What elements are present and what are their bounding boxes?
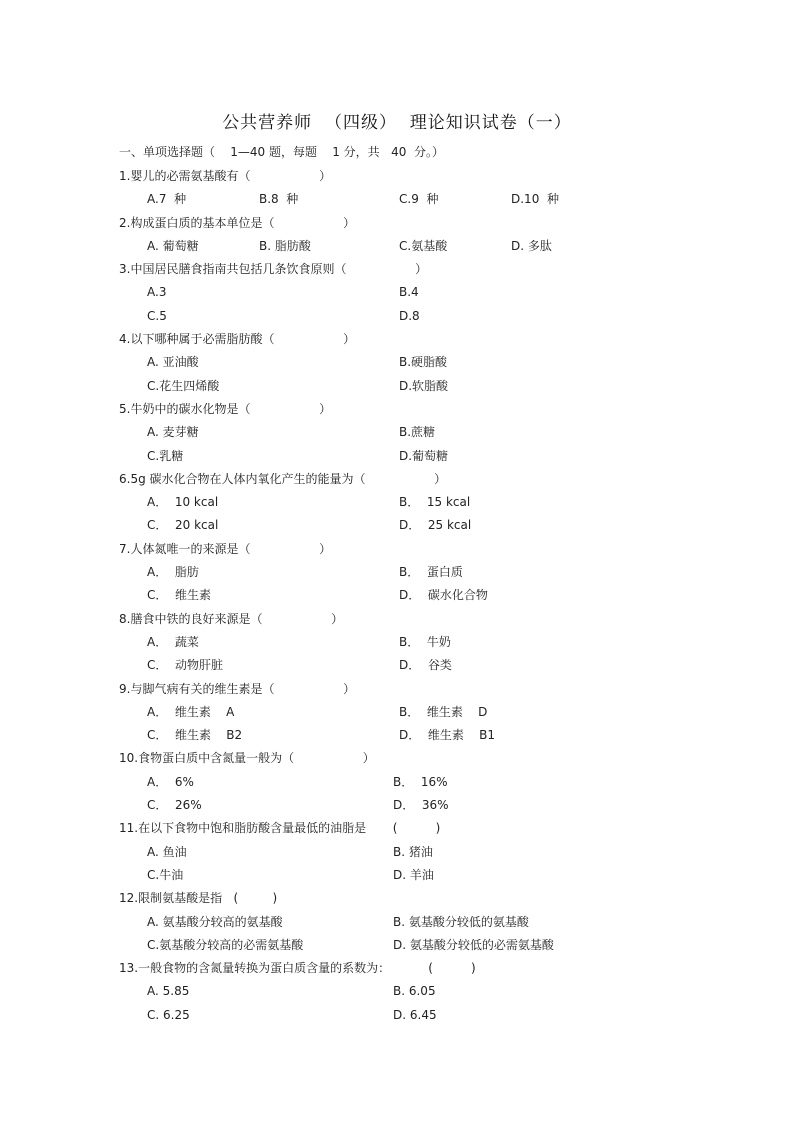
answer-option: A. 鱼油 [147, 844, 187, 859]
question-stem-line [0, 608, 794, 631]
options-row [0, 421, 794, 444]
answer-option: A． 6% [147, 774, 194, 789]
answer-option: A． 蔬菜 [147, 634, 199, 649]
options-row [0, 445, 794, 468]
options-row [0, 514, 794, 537]
options-row [0, 305, 794, 328]
answer-option: A. 氨基酸分较高的氨基酸 [147, 914, 283, 929]
question-stem-line [0, 258, 794, 281]
options-row [0, 584, 794, 607]
answer-option: C.氨基酸 [399, 238, 448, 253]
section-heading: 一、单项选择题（ 1—40 题，每题 1 分，共 40 分。） [119, 145, 445, 159]
answer-option: D. 多肽 [511, 238, 552, 253]
answer-option: C． 维生素 B2 [147, 728, 243, 743]
options-row [0, 491, 794, 514]
question-stem-line [0, 328, 794, 351]
answer-option: B． 蛋白质 [399, 565, 463, 580]
question-stem-line [0, 747, 794, 770]
options-row [0, 1004, 794, 1027]
answer-option: D. 6.45 [393, 1007, 437, 1022]
answer-option: C.9 种 [399, 192, 439, 207]
answer-option: A． 脂肪 [147, 565, 199, 580]
question-list [0, 165, 794, 1027]
options-row [0, 980, 794, 1003]
question-stem: 4.以下哪种属于必需脂肪酸（ ） [119, 332, 356, 347]
question-stem: 3.中国居民膳食指南共包括几条饮食原则（ ） [119, 262, 428, 277]
answer-option: B.4 [399, 285, 419, 300]
question-stem-line [0, 887, 794, 910]
answer-option: C． 动物肝脏 [147, 658, 224, 673]
answer-option: A. 麦芽糖 [147, 425, 199, 440]
question-stem: 11.在以下食物中饱和脂肪酸含量最低的油脂是 ( ) [119, 821, 441, 836]
answer-option: C.花生四烯酸 [147, 378, 220, 393]
answer-option: A． 10 kcal [147, 495, 219, 510]
question-stem: 12.限制氨基酸是指 ( ) [119, 891, 278, 906]
answer-option: B. 脂肪酸 [259, 238, 311, 253]
question-stem-line [0, 212, 794, 235]
answer-option: C.5 [147, 308, 167, 323]
answer-option: B.蔗糖 [399, 425, 436, 440]
answer-option: B. 氨基酸分较低的氨基酸 [393, 914, 529, 929]
question-stem: 2.构成蛋白质的基本单位是（ ） [119, 215, 356, 230]
question-stem-line [0, 468, 794, 491]
answer-option: D.8 [399, 308, 420, 323]
question-stem-line [0, 678, 794, 701]
options-row [0, 351, 794, 374]
options-row [0, 701, 794, 724]
question-stem: 6.5g 碳水化合物在人体内氧化产生的能量为（ ） [119, 471, 447, 486]
answer-option: A. 葡萄糖 [147, 238, 199, 253]
options-row [0, 561, 794, 584]
question-stem-line [0, 398, 794, 421]
options-row [0, 375, 794, 398]
answer-option: D. 羊油 [393, 867, 434, 882]
options-row [0, 864, 794, 887]
options-row [0, 771, 794, 794]
options-row [0, 724, 794, 747]
answer-option: C. 6.25 [147, 1007, 190, 1022]
answer-option: B． 15 kcal [399, 495, 471, 510]
question-stem-line [0, 165, 794, 188]
question-stem: 9.与脚气病有关的维生素是（ ） [119, 681, 356, 696]
answer-option: B. 6.05 [393, 984, 436, 999]
answer-option: D.葡萄糖 [399, 448, 449, 463]
options-row [0, 188, 794, 211]
question-stem-line [0, 817, 794, 840]
answer-option: D． 36% [393, 798, 449, 813]
answer-option: B.8 种 [259, 192, 299, 207]
answer-option: D. 氨基酸分较低的必需氨基酸 [393, 937, 554, 952]
question-stem: 10.食物蛋白质中含氮量一般为（ ） [119, 751, 375, 766]
answer-option: D． 碳水化合物 [399, 588, 488, 603]
options-row [0, 911, 794, 934]
options-row [0, 235, 794, 258]
answer-option: C.乳糖 [147, 448, 184, 463]
options-row [0, 631, 794, 654]
answer-option: C． 维生素 [147, 588, 212, 603]
answer-option: C.氨基酸分较高的必需氨基酸 [147, 937, 304, 952]
question-stem-line [0, 538, 794, 561]
answer-option: C． 20 kcal [147, 518, 219, 533]
options-row [0, 281, 794, 304]
answer-option: C.牛油 [147, 867, 184, 882]
question-stem: 8.膳食中铁的良好来源是（ ） [119, 611, 344, 626]
exam-title: 公共营养师 （四级） 理论知识试卷（一） [222, 113, 572, 133]
question-stem-line [0, 957, 794, 980]
answer-option: A. 5.85 [147, 984, 190, 999]
options-row [0, 841, 794, 864]
answer-option: D.10 种 [511, 192, 559, 207]
answer-option: D． 谷类 [399, 658, 452, 673]
answer-option: B. 猪油 [393, 844, 433, 859]
options-row [0, 654, 794, 677]
question-stem: 13.一般食物的含氮量转换为蛋白质含量的系数为： ( ) [119, 961, 476, 976]
question-stem: 5.牛奶中的碳水化物是（ ） [119, 401, 332, 416]
answer-option: A. 亚油酸 [147, 355, 199, 370]
answer-option: A． 维生素 A [147, 704, 235, 719]
answer-option: B． 16% [393, 774, 448, 789]
options-row [0, 794, 794, 817]
answer-option: D.软脂酸 [399, 378, 449, 393]
options-row [0, 934, 794, 957]
answer-option: B． 维生素 D [399, 704, 488, 719]
answer-option: B.硬脂酸 [399, 355, 448, 370]
answer-option: D． 25 kcal [399, 518, 472, 533]
answer-option: B． 牛奶 [399, 634, 451, 649]
answer-option: D． 维生素 B1 [399, 728, 495, 743]
question-stem: 1.婴儿的必需氨基酸有（ ） [119, 169, 332, 183]
answer-option: A.7 种 [147, 192, 187, 207]
question-stem: 7.人体氮唯一的来源是（ ） [119, 541, 332, 556]
answer-option: A.3 [147, 285, 167, 300]
answer-option: C． 26% [147, 798, 202, 813]
